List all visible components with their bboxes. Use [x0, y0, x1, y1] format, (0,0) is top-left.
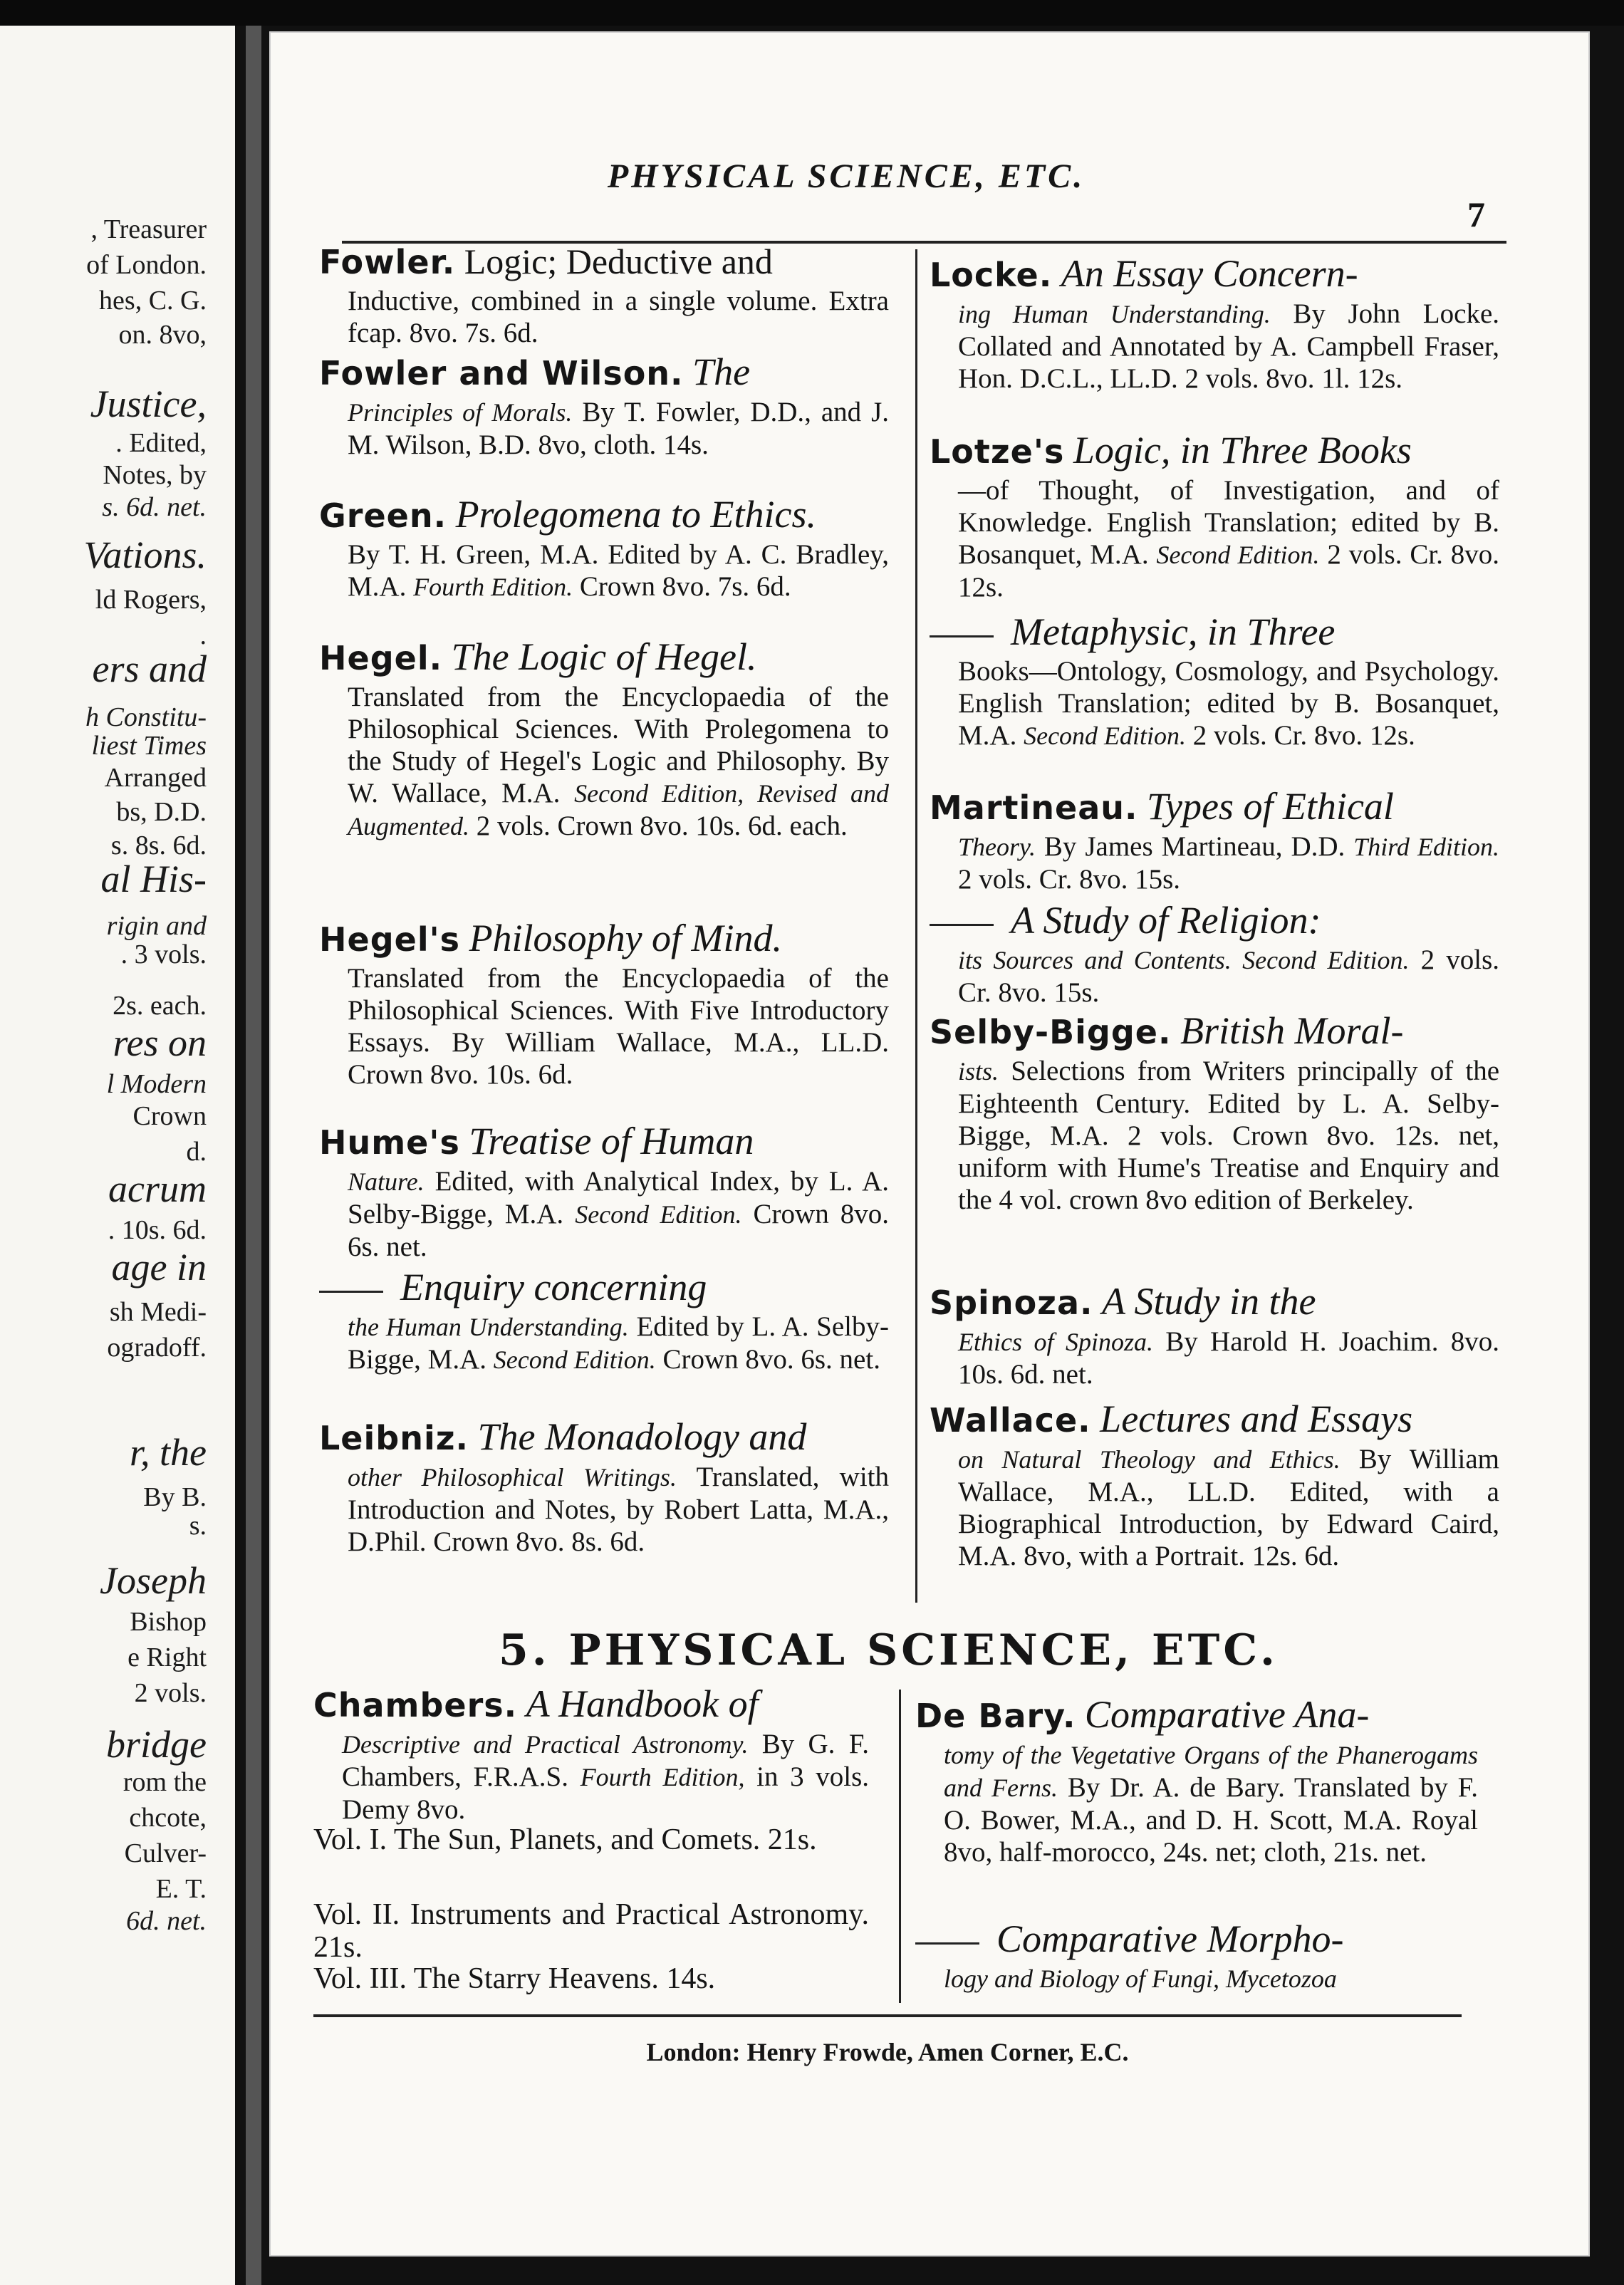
- catalogue-entry: [915, 1692, 1478, 1868]
- ditto-dash: [915, 1942, 979, 1945]
- entry-description: [930, 655, 1499, 752]
- facing-page-line: of London.: [86, 250, 207, 280]
- volume-number: Vol. I.: [313, 1823, 394, 1856]
- facing-page-line: Bishop: [130, 1607, 207, 1637]
- entry-text: Selections from Writers principally of the Eighteenth Century. Edited by L. A. Selby-Bigge, M.A. 2 vols. Crown 8vo. 12s. net, uniform with Hume's Treatise and Enquiry and the 4 vol. crown 8vo edition of Berkeley.: [958, 1056, 1500, 1215]
- entry-italic-text: Theory.: [958, 833, 1036, 861]
- entry-text: 2 vols. Crown 8vo. 10s. 6d. each.: [476, 811, 848, 841]
- entry-description: [915, 1962, 1478, 1995]
- facing-page-line: h Constitu-: [85, 702, 207, 732]
- catalogue-entry: [930, 897, 1499, 1009]
- entry-text: Crown 8vo. 7s. 6d.: [579, 571, 791, 602]
- ditto-dash: [319, 1291, 383, 1293]
- facing-page-line: res on: [113, 1021, 207, 1064]
- facing-page-line: ld Rogers,: [95, 585, 207, 615]
- entry-italic-text: Ethics of Spinoza.: [958, 1328, 1154, 1356]
- entry-italic-text: Second Edition.: [1156, 541, 1320, 569]
- facing-page-line: rom the: [123, 1767, 207, 1797]
- entry-title: The Logic of Hegel.: [451, 635, 757, 678]
- entry-author: De Bary.: [915, 1697, 1076, 1735]
- entry-italic-text: Second Edition.: [1024, 722, 1187, 750]
- catalogue-entry: [319, 239, 889, 349]
- facing-page-line: Joseph: [100, 1559, 207, 1602]
- entry-author: Selby-Bigge.: [930, 1013, 1172, 1051]
- facing-page-line: Notes, by: [103, 460, 207, 490]
- publisher-imprint: London: Henry Frowde, Amen Corner, E.C.: [646, 2038, 1129, 2066]
- entry-text: 2 vols. Cr. 8vo. 12s.: [958, 539, 1500, 603]
- catalogue-entry: [313, 1681, 869, 1826]
- entry-italic-text: Descriptive and Practical Astronomy.: [342, 1730, 749, 1759]
- facing-page-line: age in: [111, 1246, 207, 1289]
- entry-author: Green.: [319, 496, 447, 535]
- entry-description: [319, 1165, 889, 1263]
- facing-page-line: s. 6d. net.: [102, 492, 207, 522]
- volume-number: Vol. II.: [313, 1898, 410, 1931]
- ditto-dash: [930, 924, 994, 926]
- facing-page-line: 6d. net.: [126, 1906, 207, 1936]
- entry-description: [930, 298, 1499, 395]
- entry-text: Translated, with Introduction and Notes, by Robert Latta, M.A., D.Phil. Crown 8vo. 8s. 6d.: [348, 1462, 889, 1557]
- entry-description: [319, 396, 889, 461]
- entry-title: Philosophy of Mind.: [469, 917, 783, 959]
- entry-text: By John Locke. Collated and Annotated by A. Campbell Fraser, Hon. D.C.L., LL.D. 2 vols. 8vo. 1l. 12s.: [958, 298, 1500, 394]
- facing-page-line: .: [199, 620, 207, 650]
- entry-author: Fowler and Wilson.: [319, 354, 684, 392]
- entry-description: [915, 1739, 1478, 1868]
- entry-italic-text: Third Edition.: [1353, 833, 1500, 861]
- entry-text: By James Martineau, D.D.: [1043, 831, 1345, 862]
- entry-title: Prolegomena to Ethics.: [455, 493, 816, 536]
- entry-italic-text: Fourth Edition,: [580, 1763, 745, 1791]
- catalogue-entry: [319, 1118, 889, 1263]
- catalogue-entry: [319, 349, 889, 461]
- column-divider-lower: [899, 1690, 901, 2003]
- catalogue-entry: [930, 427, 1499, 603]
- entry-text: By T. H. Green, M.A. Edited by A. C. Bradley, M.A.: [348, 539, 889, 602]
- entry-text: Translated from the Encyclopaedia of the Philosophical Sciences. With Five Introductory Essays. By William Wallace, M.A., LL.D. Crown 8vo. 10s. 6d.: [348, 963, 889, 1090]
- entry-italic-text: Second Edition, Revised and Augmented.: [348, 779, 890, 840]
- gutter-shadow: [246, 26, 261, 2285]
- facing-page-line: al His-: [100, 858, 207, 900]
- facing-page-line: Arranged: [104, 763, 207, 793]
- entry-author: Hegel.: [319, 639, 443, 677]
- entry-author: Locke.: [930, 256, 1053, 294]
- entry-text: By G. F. Chambers, F.R.A.S.: [342, 1729, 870, 1792]
- footer-rule: [313, 2014, 1462, 2017]
- catalogue-entry: [319, 915, 889, 1091]
- entry-italic-text: ists.: [958, 1057, 999, 1086]
- catalogue-entry: [915, 1916, 1478, 1995]
- facing-page-line: s. 8s. 6d.: [110, 831, 207, 860]
- entry-title: The Monadology and: [477, 1415, 807, 1458]
- entry-title: Types of Ethical: [1146, 785, 1394, 828]
- catalogue-entry: [319, 1414, 889, 1558]
- entry-title: A Study of Religion:: [1011, 899, 1321, 942]
- facing-page-line: ogradoff.: [107, 1333, 207, 1363]
- entry-text: —of Thought, of Investigation, and of Knowledge. English Translation; edited by B. Bosanquet, M.A.: [958, 475, 1499, 570]
- facing-page-line: rigin and: [106, 911, 207, 941]
- entry-text: Books—Ontology, Cosmology, and Psychology. English Translation; edited by B. Bosanquet, M.A.: [958, 656, 1499, 751]
- entry-description: [319, 681, 889, 843]
- entry-text: in 3 vols. Demy 8vo.: [342, 1761, 869, 1825]
- entry-description: [319, 285, 889, 349]
- entry-title: Comparative Morpho-: [996, 1917, 1344, 1960]
- facing-page-line: s.: [189, 1511, 207, 1541]
- facing-page-line: on. 8vo,: [118, 320, 207, 350]
- entry-title: An Essay Concern-: [1061, 252, 1358, 295]
- entry-author: Wallace.: [930, 1401, 1091, 1440]
- entry-italic-text: on Natural Theology and Ethics.: [958, 1445, 1341, 1474]
- facing-page-line: E. T.: [155, 1874, 207, 1904]
- entry-title: A Study in the: [1101, 1280, 1316, 1323]
- entry-author: Hume's: [319, 1123, 460, 1162]
- facing-page-line: e Right: [127, 1643, 207, 1672]
- entry-italic-text: logy and Biology of Fungi, Mycetozoa: [944, 1964, 1337, 1993]
- entry-description: [319, 962, 889, 1091]
- entry-italic-text: other Philosophical Writings.: [348, 1463, 677, 1492]
- facing-page-line: 2 vols.: [134, 1678, 207, 1708]
- scan-top-border: [0, 0, 1624, 26]
- page-number: 7: [1467, 194, 1485, 234]
- entry-title: Logic, in Three Books: [1073, 429, 1412, 472]
- facing-page-line: bridge: [106, 1723, 207, 1766]
- facing-page-line: Vations.: [83, 533, 207, 576]
- entry-title: Logic; Deductive and: [464, 241, 773, 281]
- entry-italic-text: Second Edition.: [493, 1346, 656, 1374]
- entry-text: 2 vols. Cr. 8vo. 15s.: [958, 944, 1499, 1008]
- catalogue-entry: [313, 1823, 869, 1856]
- entry-author: Hegel's: [319, 920, 461, 959]
- catalogue-entry: [313, 1898, 869, 1964]
- entry-italic-text: Nature.: [348, 1167, 425, 1196]
- entry-text: Crown 8vo. 6s. net.: [662, 1344, 880, 1375]
- scan-right-border: [1588, 26, 1624, 2285]
- entry-title: Metaphysic, in Three: [1011, 610, 1336, 653]
- facing-page-line: bs, D.D.: [116, 797, 207, 827]
- facing-page-fragment: [0, 26, 235, 2285]
- entry-author: Fowler.: [319, 243, 456, 281]
- entry-text: 2 vols. Cr. 8vo. 12s.: [1192, 720, 1415, 751]
- entry-text: Edited, with Analytical Index, by L. A. Selby-Bigge, M.A.: [348, 1166, 890, 1229]
- entry-text: Edited by L. A. Selby-Bigge, M.A.: [348, 1311, 889, 1375]
- entry-title: Enquiry concerning: [400, 1266, 707, 1308]
- entry-text: By William Wallace, M.A., LL.D. Edited, with a Biographical Introduction, by Edward Caird, M.A. 8vo, with a Portrait. 12s. 6d.: [958, 1444, 1499, 1571]
- entry-text: By Dr. A. de Bary. Translated by F. O. Bower, M.A., and D. H. Scott, M.A. Royal 8vo, half-morocco, 24s. net; cloth, 21s. net.: [944, 1772, 1479, 1868]
- facing-page-line: r, the: [130, 1431, 207, 1474]
- facing-page-line: . Edited,: [115, 428, 207, 458]
- entry-text: Crown 8vo. 6s. net.: [348, 1199, 890, 1262]
- entry-description: [930, 474, 1499, 603]
- entry-italic-text: Principles of Morals.: [348, 398, 573, 427]
- ditto-dash: [930, 635, 994, 637]
- entry-text: 2 vols. Cr. 8vo. 15s.: [958, 864, 1181, 895]
- facing-page-line: liest Times: [91, 731, 207, 761]
- entry-description: [930, 1326, 1499, 1390]
- facing-page-line: Culver-: [124, 1838, 207, 1868]
- facing-page-line: . 10s. 6d.: [108, 1215, 207, 1245]
- entry-title: A Handbook of: [526, 1682, 759, 1725]
- entry-description: [930, 1055, 1499, 1216]
- facing-page-line: 2s. each.: [113, 991, 207, 1021]
- facing-page-line: hes, C. G.: [99, 286, 207, 316]
- entry-description: [930, 1443, 1499, 1572]
- entry-author: Chambers.: [313, 1686, 518, 1724]
- facing-page-line: ers and: [92, 647, 207, 690]
- catalogue-entry: [930, 784, 1499, 895]
- entry-text: By T. Fowler, D.D., and J. M. Wilson, B.D. 8vo, cloth. 14s.: [348, 397, 890, 460]
- catalogue-entry: [319, 634, 889, 843]
- facing-page-line: Crown: [132, 1101, 207, 1131]
- entry-italic-text: the Human Understanding.: [348, 1313, 629, 1341]
- facing-page-line: , Treasurer: [90, 214, 207, 244]
- entry-text: Inductive, combined in a single volume. Extra fcap. 8vo. 7s. 6d.: [348, 286, 889, 348]
- entry-title: Comparative Ana-: [1084, 1693, 1370, 1736]
- entry-description: [313, 1728, 869, 1826]
- catalogue-entry: [319, 491, 889, 603]
- running-head: PHYSICAL SCIENCE, ETC.: [607, 157, 1086, 195]
- entry-author: Martineau.: [930, 788, 1138, 827]
- facing-page-line: acrum: [108, 1167, 207, 1210]
- volume-title: The Starry Heavens. 14s.: [413, 1962, 716, 1995]
- entry-description: [319, 1461, 889, 1558]
- facing-page-line: d.: [186, 1137, 207, 1167]
- catalogue-entry: [930, 1279, 1499, 1390]
- facing-page-line: Justice,: [90, 382, 207, 425]
- entry-title: British Moral-: [1180, 1009, 1404, 1052]
- volume-title: Instruments and Practical Astronomy. 21s.: [313, 1898, 870, 1964]
- catalogue-entry: [930, 1396, 1499, 1572]
- column-divider-upper: [915, 249, 917, 1603]
- entry-author: Spinoza.: [930, 1284, 1093, 1322]
- entry-title: Treatise of Human: [469, 1120, 754, 1162]
- catalogue-entry: [319, 1264, 889, 1376]
- entry-description: [319, 538, 889, 603]
- facing-page-line: l Modern: [106, 1069, 207, 1099]
- entry-description: [930, 831, 1499, 895]
- facing-page-line: . 3 vols.: [120, 939, 207, 969]
- volume-title: The Sun, Planets, and Comets. 21s.: [393, 1823, 817, 1856]
- volume-number: Vol. III.: [313, 1962, 414, 1995]
- entry-italic-text: ing Human Understanding.: [958, 300, 1271, 328]
- facing-page-line: By B.: [143, 1482, 207, 1512]
- entry-text: By Harold H. Joachim. 8vo. 10s. 6d. net.: [958, 1326, 1500, 1390]
- catalogue-entry: [930, 251, 1499, 395]
- entry-italic-text: Second Edition.: [575, 1200, 742, 1229]
- entry-italic-text: tomy of the Vegetative Organs of the Phanerogams and Ferns.: [944, 1741, 1478, 1802]
- facing-page-line: chcote,: [129, 1803, 207, 1833]
- entry-title: Lectures and Essays: [1100, 1397, 1413, 1440]
- section-heading: 5. PHYSICAL SCIENCE, ETC.: [499, 1625, 1279, 1675]
- entry-text: Translated from the Encyclopaedia of the Philosophical Sciences. With Prolegomena to the Study of Hegel's Logic and Philosophy. By W. Wallace, M.A.: [348, 682, 889, 808]
- entry-italic-text: Fourth Edition.: [413, 573, 573, 601]
- entry-author: Leibniz.: [319, 1419, 469, 1457]
- facing-page-line: sh Medi-: [109, 1297, 207, 1327]
- entry-description: [930, 944, 1499, 1009]
- entry-title: The: [692, 350, 751, 393]
- catalogue-entry: [930, 1008, 1499, 1216]
- entry-italic-text: its Sources and Contents. Second Edition.: [958, 946, 1410, 974]
- entry-description: [319, 1311, 889, 1376]
- catalogue-entry: [930, 609, 1499, 752]
- entry-author: Lotze's: [930, 432, 1065, 471]
- catalogue-entry: [313, 1962, 869, 1995]
